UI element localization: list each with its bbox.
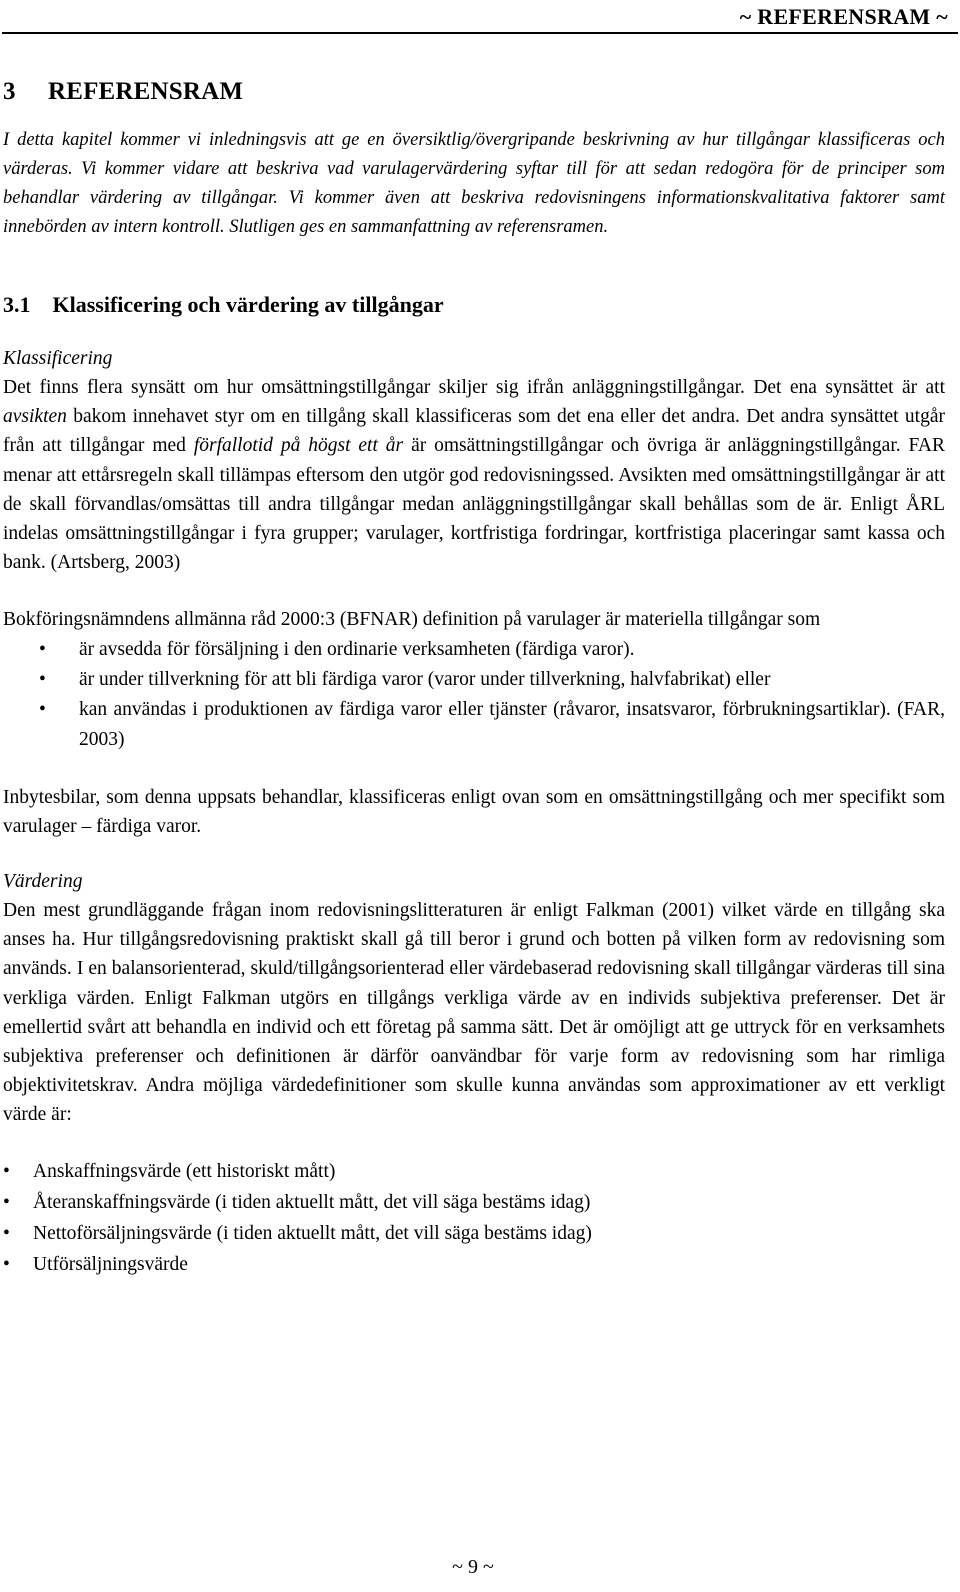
list-item-text: Återanskaffningsvärde (i tiden aktuellt mått, det vill säga bestäms idag) <box>33 1191 591 1213</box>
list-item-text: Anskaffningsvärde (ett historiskt mått) <box>33 1160 336 1182</box>
bullet-icon: • <box>39 638 46 660</box>
list-item-text: Utförsäljningsvärde <box>33 1253 188 1275</box>
bullet-icon: • <box>3 1191 10 1213</box>
paragraph-bfnar: Bokföringsnämndens allmänna råd 2000:3 (BFNAR) definition på varulager är materiella tillgångar som <box>3 609 821 631</box>
varulager-bullet-list <box>3 635 945 755</box>
chapter-title: 3 REFERENSRAM <box>3 78 244 105</box>
list-item <box>3 1156 945 1187</box>
list-item <box>3 1218 945 1249</box>
paragraph-klassificering <box>3 373 945 577</box>
list-item <box>3 665 945 695</box>
bullet-icon: • <box>39 698 46 720</box>
paragraph-inbytesbilar: Inbytesbilar, som denna uppsats behandlar, klassificeras enligt ovan som en omsättningstillgång och mer specifikt som varulager – färdiga varor. <box>3 786 945 837</box>
chapter-intro: I detta kapitel kommer vi inledningsvis att ge en översiktlig/övergripande beskrivning av hur tillgångar klassificeras och värderas. Vi kommer vidare att beskriva vad varulagervärdering syftar till för att sedan redogöra för de principer som behandlar värdering av tillgångar. Vi kommer även att beskriva redovisningens informationskvalitativa faktorer samt innebörden av intern kontroll. Slutligen ges en sammanfattning av referensramen. <box>3 130 945 237</box>
section-title: 3.1 Klassificering och värdering av tillgångar <box>3 292 444 317</box>
p1-text-e: är omsättningstillgångar och övriga är anläggningstillgångar. FAR menar att ettårsregeln skall tillämpas eftersom den utgör god redovisningssed. Avsikten med omsättningstillgångar är att de skall förvandlas/omsättas till andra tillgångar medan anläggningstillgångar skall behållas som de är. Enligt ÅRL indelas omsättningstillgångar i fyra grupper; varulager, kortfristiga fordringar, kortfristiga placeringar samt kassa och bank. (Artsberg, 2003) <box>3 435 946 574</box>
list-item <box>3 1187 945 1218</box>
list-item-text: är avsedda för försäljning i den ordinarie verksamheten (färdiga varor). <box>79 638 635 660</box>
p1-emphasis-forfallotid: förfallotid på högst ett år <box>193 435 404 457</box>
bullet-icon: • <box>39 668 46 690</box>
page-content <box>3 78 945 1280</box>
bullet-icon: • <box>3 1160 10 1182</box>
list-item <box>3 1249 945 1280</box>
bullet-icon: • <box>3 1253 10 1275</box>
page-number: ~ 9 ~ <box>452 1556 494 1578</box>
list-item-text: är under tillverkning för att bli färdiga varor (varor under tillverkning, halvfabrikat) eller <box>79 668 771 690</box>
paragraph-vardering: Den mest grundläggande frågan inom redovisningslitteraturen är enligt Falkman (2001) vilket värde en tillgång ska anses ha. Hur tillgångsredovisning praktiskt skall gå till beror i grund och botten på vilken form av redovisning som används. I en balansorienterad, skuld/tillgångsorienterad eller värdebaserad redovisning skall tillgångar värderas till sina verkliga värden. Enligt Falkman utgörs en tillgångs verkliga värde av en individs subjektiva preferenser. Det är emellertid svårt att behandla en individ och ett företag på samma sätt. Det är omöjligt att ge uttryck för en verksamhets subjektiva preferenser och definitionen är därför oanvändbar för varje form av redovisning som har rimliga objektivitetskrav. Andra möjliga värdedefinitioner som skulle kunna användas som approximationer av ett verkligt värde är: <box>3 900 945 1126</box>
list-item <box>3 695 945 755</box>
p1-emphasis-avsikten: avsikten <box>3 406 67 428</box>
subheading-klassificering: Klassificering <box>3 348 113 369</box>
subheading-vardering: Värdering <box>3 871 83 893</box>
bullet-icon: • <box>3 1222 10 1244</box>
running-header: ~ REFERENSRAM ~ <box>739 4 948 29</box>
vardedefinitioner-bullet-list <box>3 1156 945 1280</box>
p1-text-c: bakom innehavet styr om en tillgång skall klassificeras som det ena eller det andra. Det andra synsättet utgår från att tillgångar med <box>3 406 945 457</box>
list-item <box>3 635 945 665</box>
list-item-text: Nettoförsäljningsvärde (i tiden aktuellt mått, det vill säga bestäms idag) <box>33 1222 592 1244</box>
p1-text-a: Det finns flera synsätt om hur omsättningstillgångar skiljer sig ifrån anläggningstillgångar. Det ena synsättet är att <box>3 377 945 398</box>
header-divider <box>2 32 958 34</box>
list-item-text: kan användas i produktionen av färdiga varor eller tjänster (råvaror, insatsvaror, förbrukningsartiklar). (FAR, 2003) <box>79 698 945 750</box>
